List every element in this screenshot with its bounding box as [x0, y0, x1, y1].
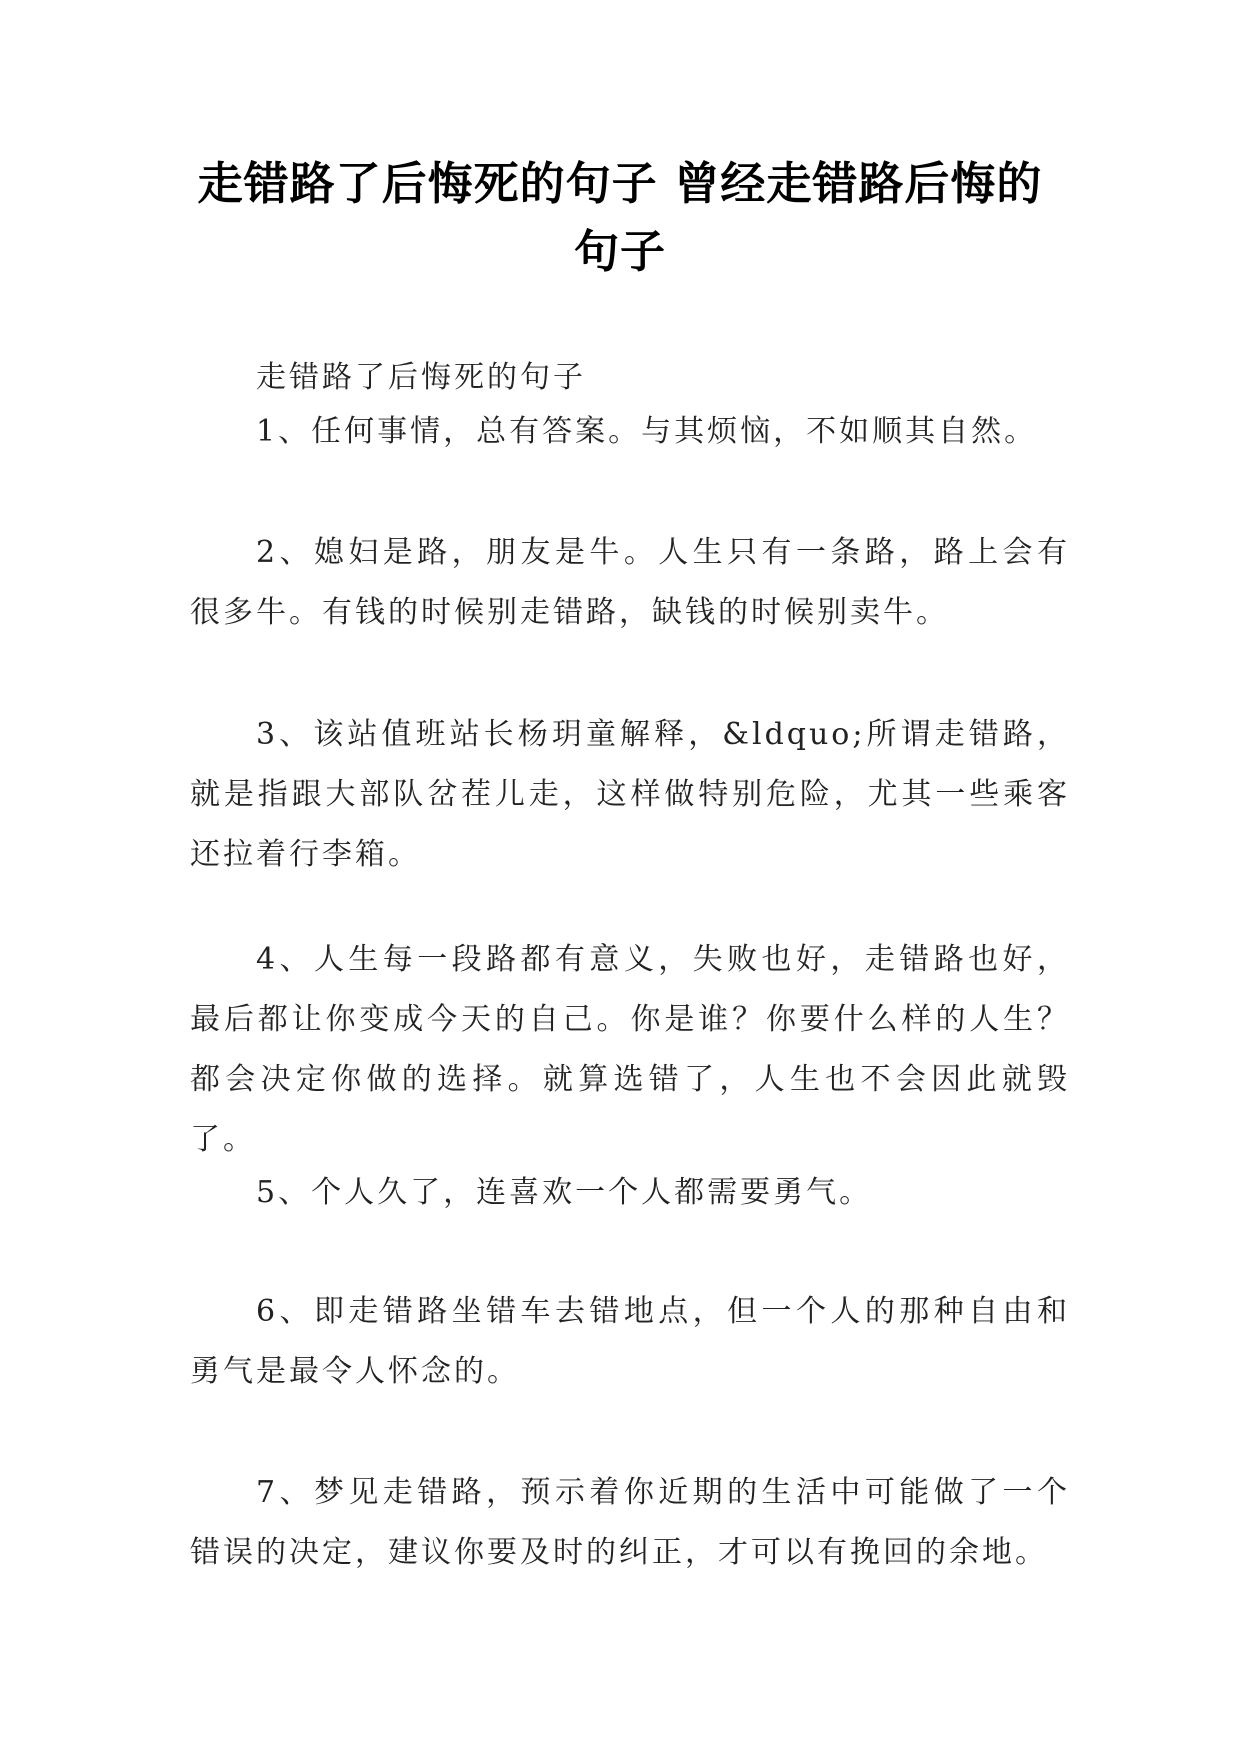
paragraph-4: 4、人生每一段路都有意义，失败也好，走错路也好，最后都让你变成今天的自己。你是谁？你要什么样的人生？都会决定你做的选择。就算选错了，人生也不会因此就毁了。	[190, 942, 1070, 1157]
paragraph-5: 5、个人久了，连喜欢一个人都需要勇气。	[256, 1175, 873, 1210]
paragraph-1: 1、任何事情，总有答案。与其烦恼，不如顺其自然。	[256, 414, 1038, 449]
paragraph-3: 3、该站值班站长杨玥童解释，&ldquo;所谓走错路，就是指跟大部队岔茬儿走，这样做特别危险，尤其一些乘客还拉着行李箱。	[190, 717, 1070, 872]
paragraph-2: 2、媳妇是路，朋友是牛。人生只有一条路，路上会有很多牛。有钱的时候别走错路，缺钱的时候别卖牛。	[190, 535, 1070, 630]
section-heading: 走错路了后悔死的句子	[256, 360, 586, 395]
paragraph-7: 7、梦见走错路，预示着你近期的生活中可能做了一个错误的决定，建议你要及时的纠正，才可以有挽回的余地。	[190, 1475, 1070, 1570]
paragraph-6: 6、即走错路坐错车去错地点，但一个人的那种自由和勇气是最令人怀念的。	[190, 1294, 1070, 1389]
document-title: 走错路了后悔死的句子 曾经走错路后悔的句子	[197, 157, 1043, 278]
